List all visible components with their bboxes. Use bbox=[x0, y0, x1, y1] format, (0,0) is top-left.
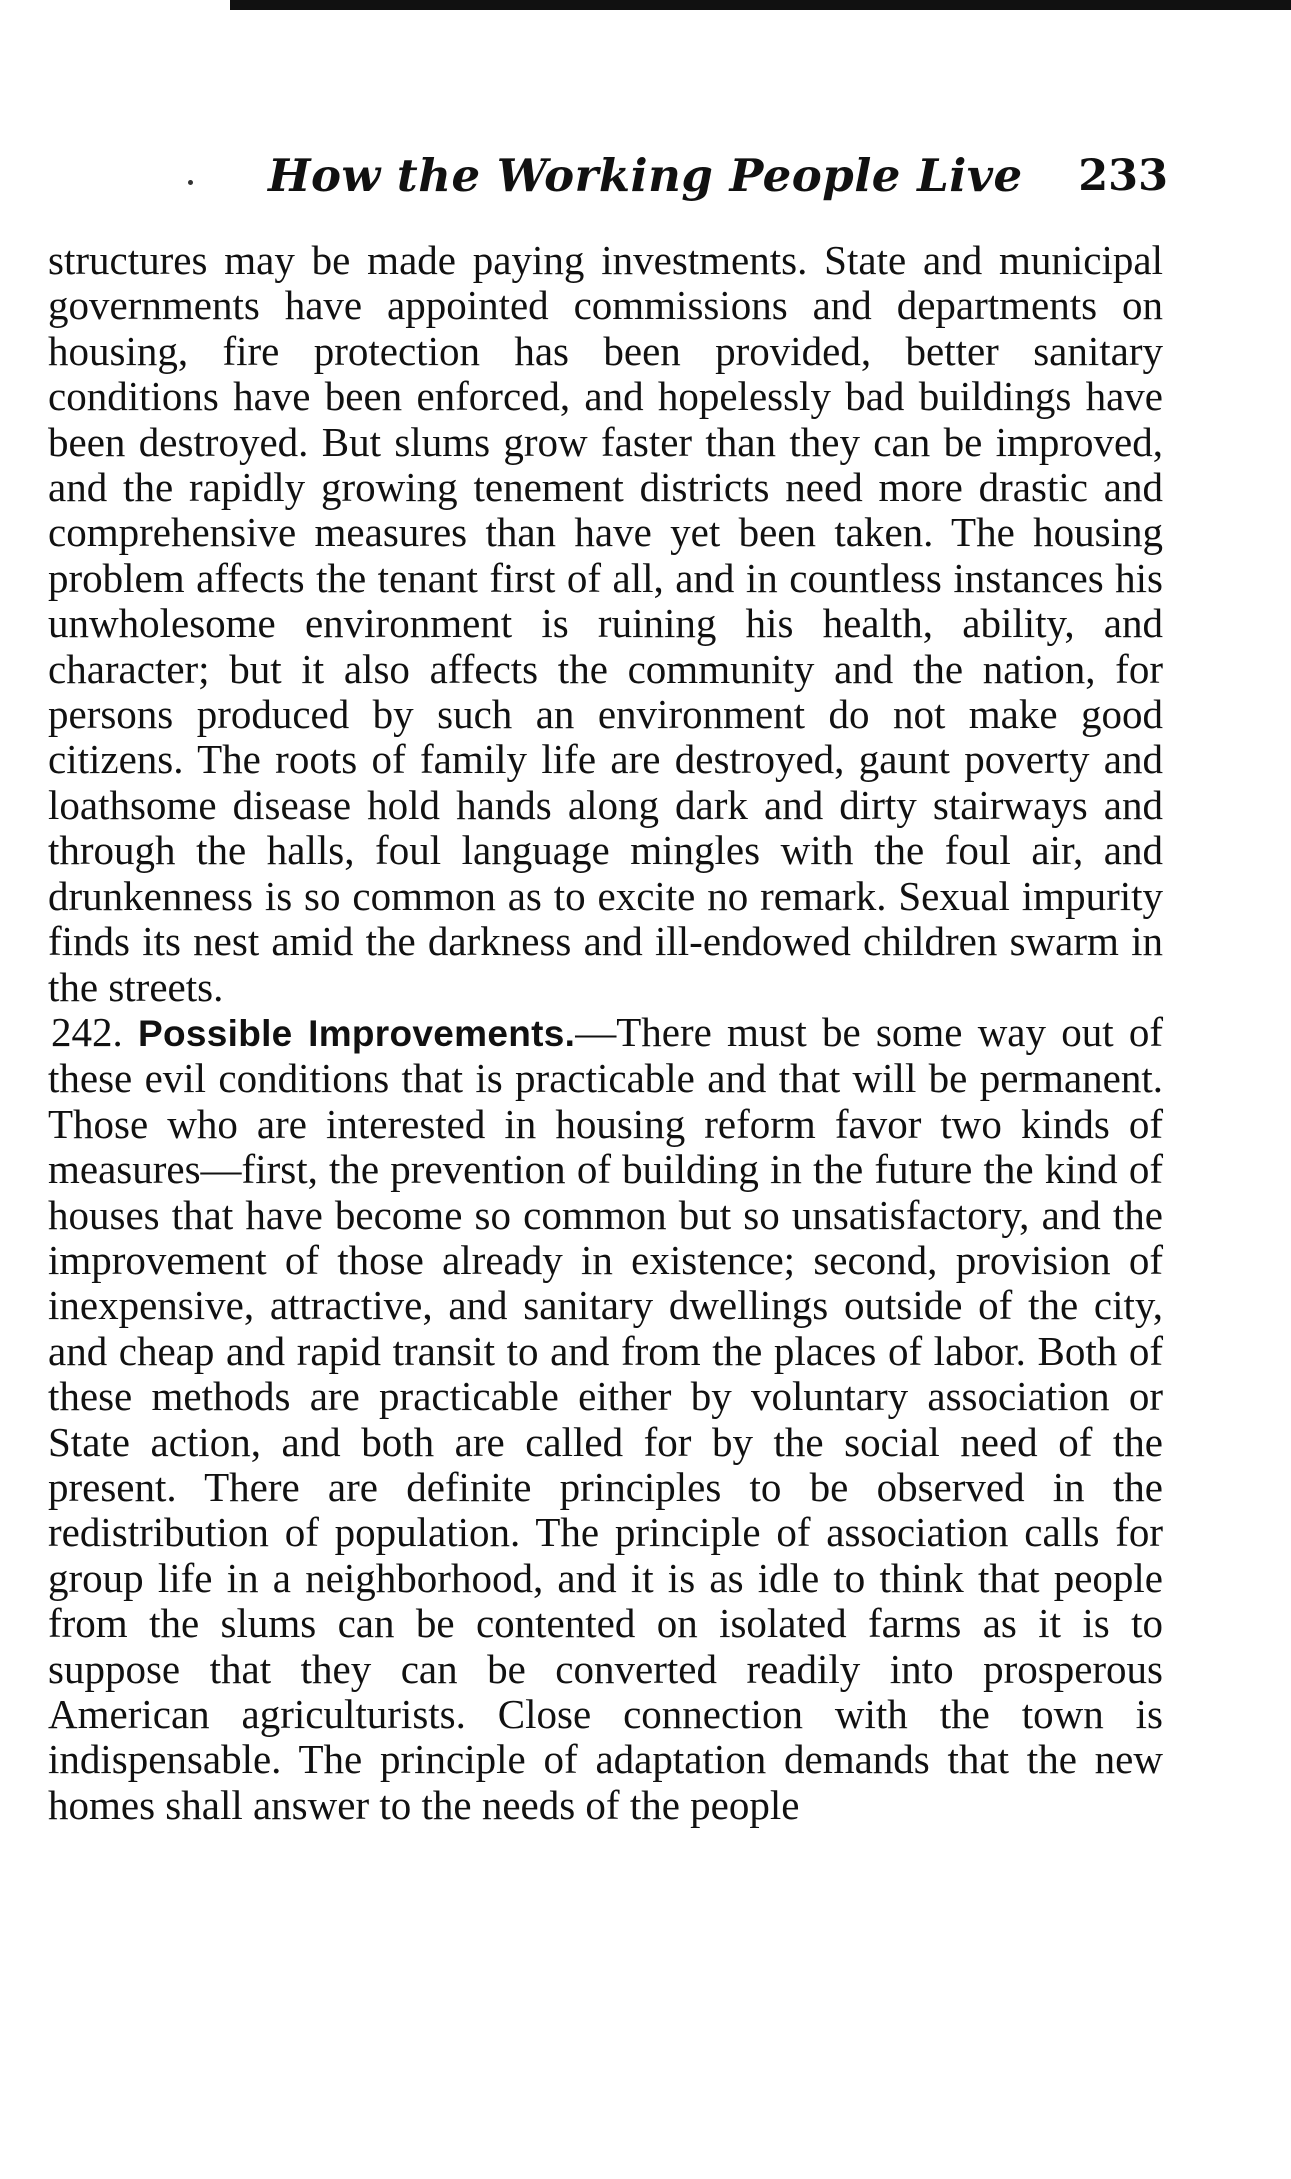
running-head-title: How the Working People Live bbox=[268, 149, 1023, 202]
top-edge-rule bbox=[230, 0, 1291, 10]
running-head bbox=[48, 146, 1168, 216]
section-body-text: —There must be some way out of these evil conditions that is practicable and that will be permanent. Those who are interested in housing reform favor two kinds of measures—first, the prevention of building in the future the kind of houses that have become so common but so unsatisfactory, and the improvement of those already in existence; second, provision of inexpensive, attractive, and sanitary dwellings outside of the city, and cheap and rapid transit to and from the places of labor. Both of these methods are practicable either by voluntary association or State action, and both are called for by the social need of the present. There are definite principles to be observed in the redistribution of population. The principle of association calls for group life in a neighborhood, and it is as idle to think that people from the slums can be contented on isolated farms as it is to suppose that they can be converted readily into prosperous American agriculturists. Close connection with the town is indispensable. The principle of adaptation demands that the new homes shall answer to the needs of the people bbox=[48, 1008, 1164, 1828]
section-title: Possible Improvements. bbox=[137, 1012, 576, 1054]
stray-dot-mark bbox=[188, 180, 193, 185]
body-text bbox=[48, 238, 1163, 1828]
section-number: 242. bbox=[51, 1008, 123, 1055]
paragraph-continued: structures may be made paying investments. State and municipal governments have appointed commissions and departments on housing, fire protection has been provided, better sanitary conditions have been enforced, and hopelessly bad buildings have been destroyed. But slums grow faster than they can be improved, and the rapidly growing tenement districts need more drastic and comprehensive measures than have yet been taken. The housing problem affects the tenant first of all, and in countless instances his unwholesome environment is ruining his health, ability, and character; but it also affects the community and the nation, for persons produced by such an environment do not make good citizens. The roots of family life are destroyed, gaunt poverty and loathsome disease hold hands along dark and dirty stairways and through the halls, foul language mingles with the foul air, and drunkenness is so common as to excite no remark. Sexual impurity finds its nest amid the darkness and ill-endowed children swarm in the streets. bbox=[48, 237, 1163, 1010]
page-number: 233 bbox=[1078, 151, 1168, 201]
paragraph-section-242 bbox=[48, 1010, 1163, 1828]
